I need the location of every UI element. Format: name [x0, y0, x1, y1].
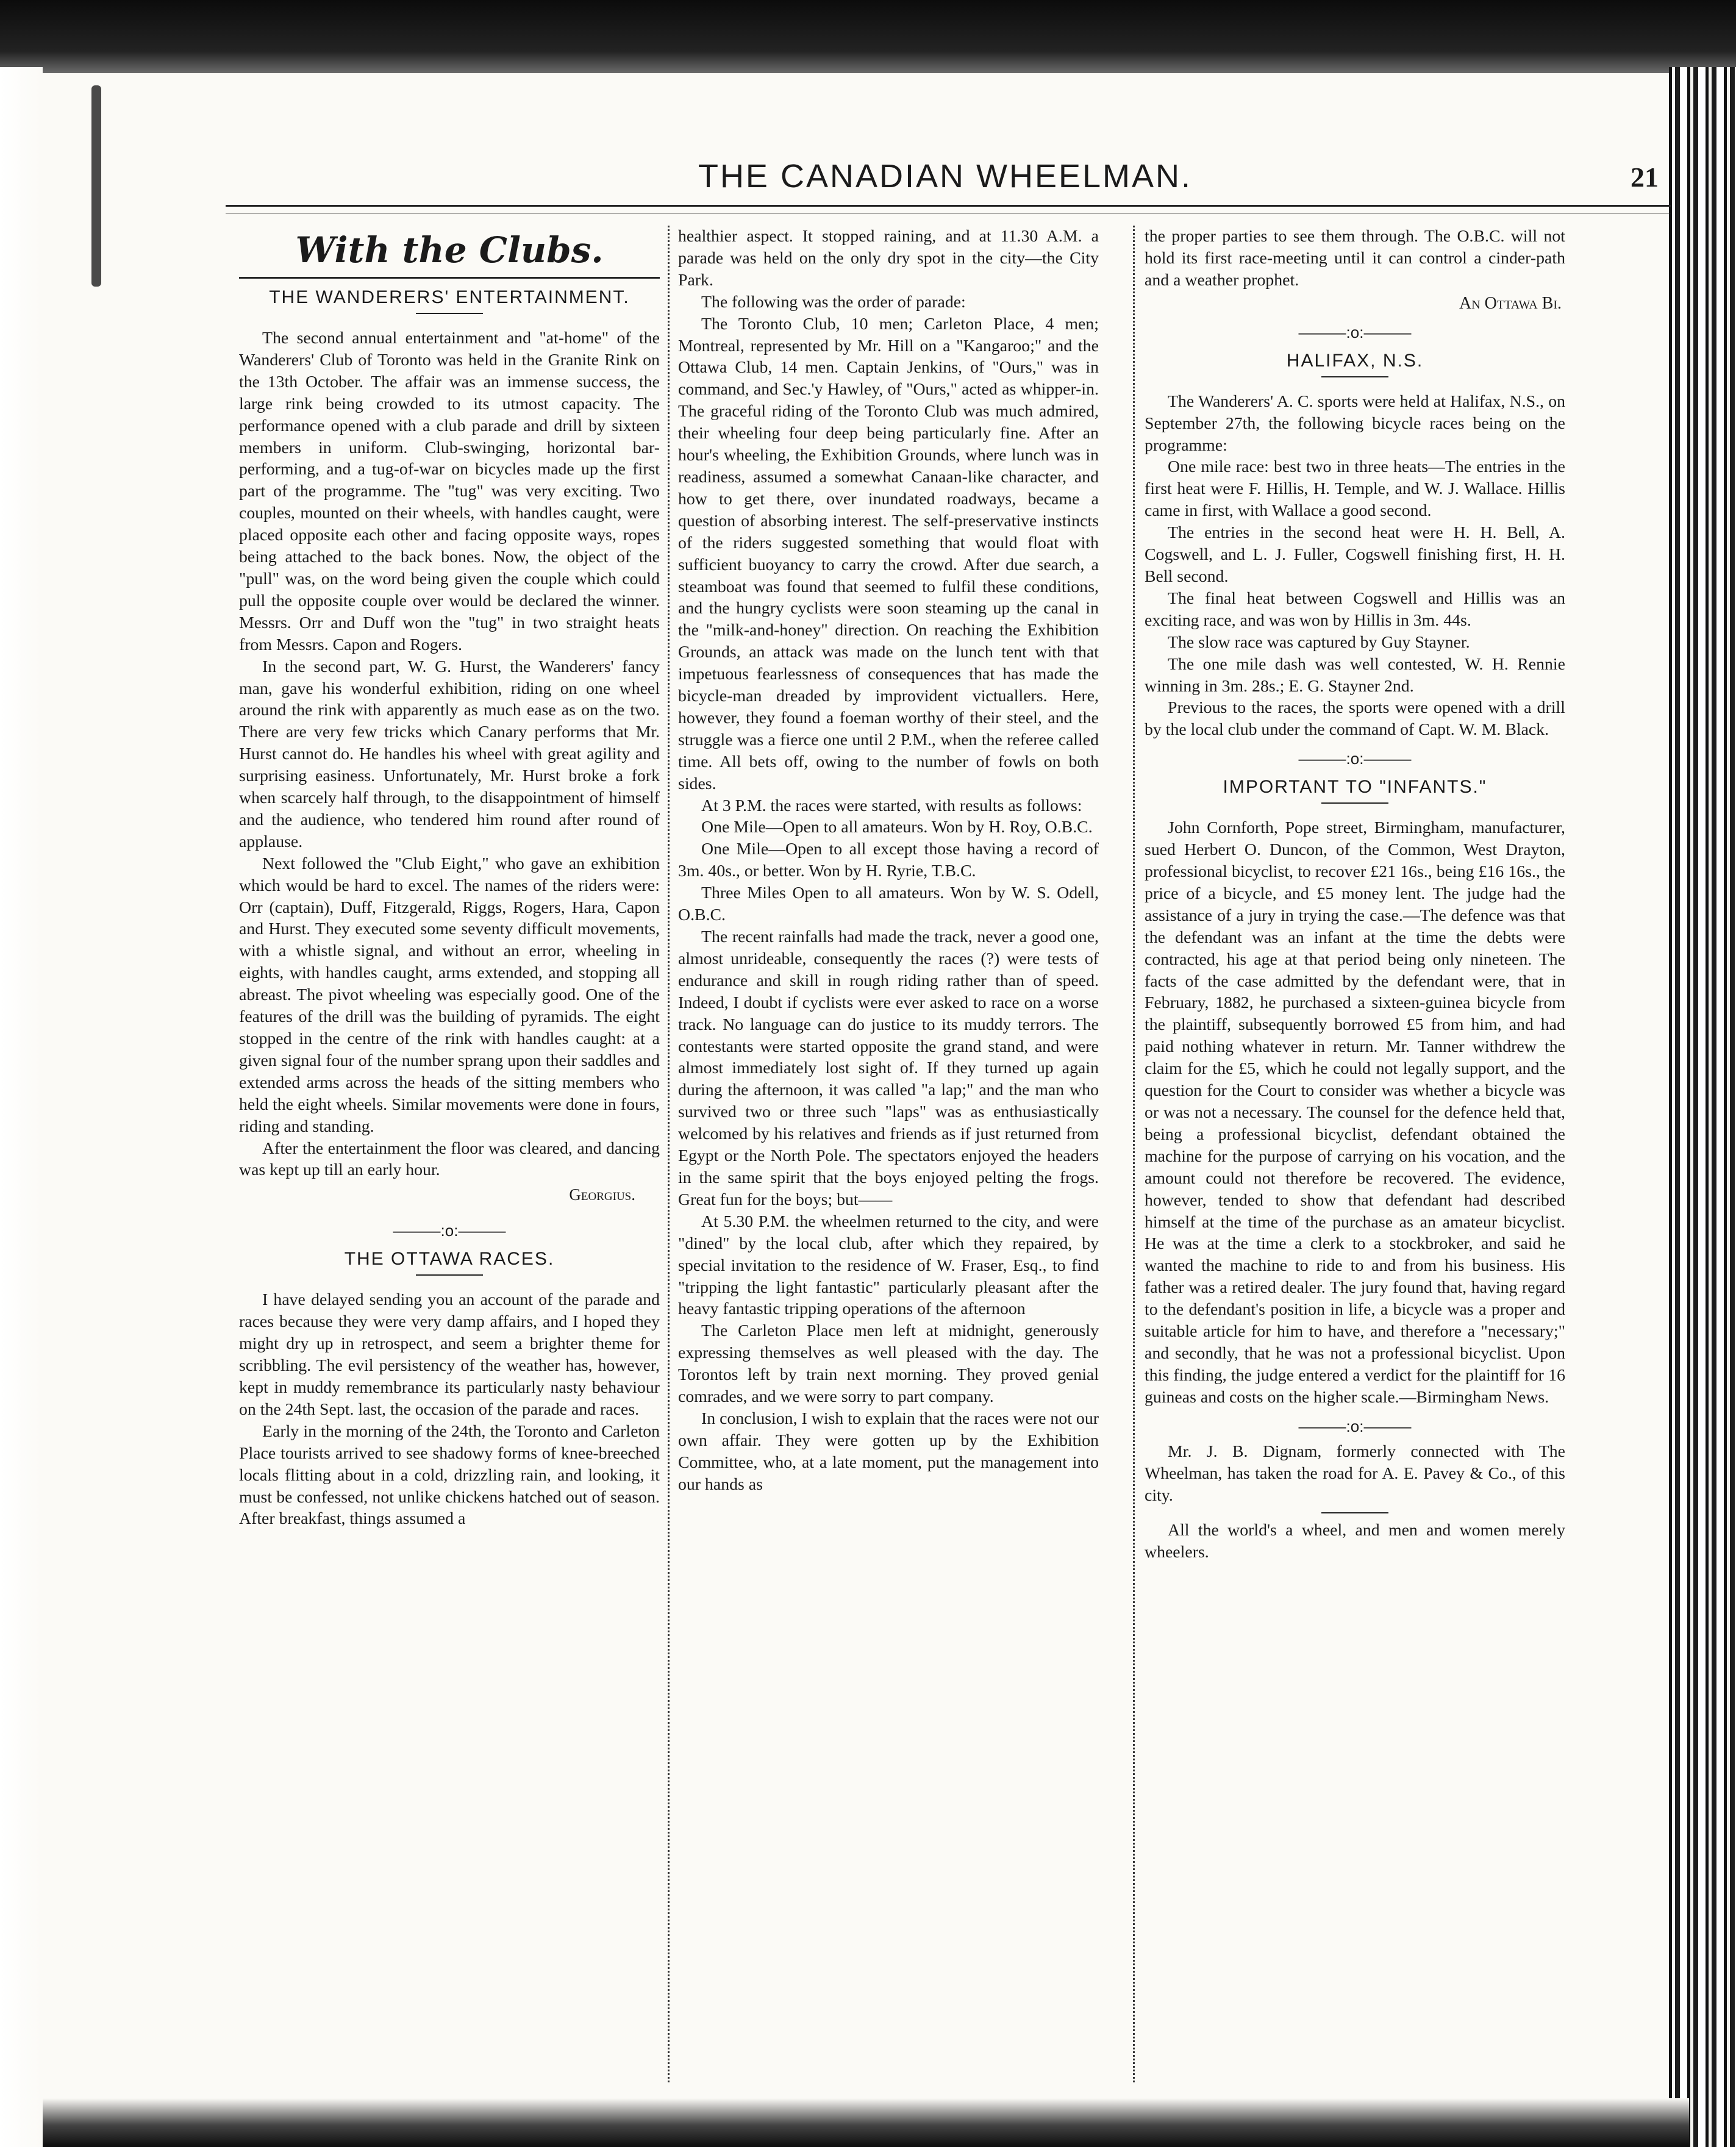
paragraph: One mile race: best two in three heats—The entries in the first heat were F. Hillis, H. Temple, and W. J. Wallace. Hillis came in first, with Wallace a good second. — [1145, 457, 1565, 521]
paragraph: the proper parties to see them through. The O.B.C. will not hold its first race-meeting until it can control a cinder-path and a weather prophet. — [1145, 227, 1565, 290]
section-ornament: ———:o:——— — [1298, 749, 1412, 768]
scan-bottom-border — [43, 2098, 1689, 2147]
column-left — [239, 226, 660, 1530]
page-title: THE CANADIAN WHEELMAN. — [698, 158, 1193, 195]
paragraph: At 3 P.M. the races were started, with results as follows: — [701, 796, 1082, 815]
paragraph: The second annual entertainment and "at-home" of the Wanderers' Club of Toronto was held in the Granite Rink on the 13th October. The affair was an immense success, the large rink being crowded to its utmost capacity. The performance opened with a club parade and drill by sixteen members in uniform. Club-swinging, horizontal bar-performing, and a tug-of-war on bicycles made up the first part of the programme. The "tug" was very exciting. Two couples, mounted on their wheels, with handles caught, were placed opposite each other and facing opposite ways, ropes being attached to the back bones. Now, the object of the "pull" was, on the word being given the couple which could pull the opposite couple over would be declared the winner. Messrs. Orr and Duff won the "tug" in two straight heats from Messrs. Capon and Rogers. — [239, 329, 660, 654]
article-title-infants: IMPORTANT TO "INFANTS." — [1223, 777, 1487, 798]
paragraph: At 5.30 P.M. the wheelmen returned to the city, and were "dined" by the local club, after which they repaired, by special invitation to the residence of W. Fraser, Esq., to find "tripping the light fantastic" particularly pleasant after the heavy fantastic tripping operations of the afternoon — [678, 1212, 1099, 1319]
article-title-halifax: HALIFAX, N.S. — [1286, 350, 1424, 371]
running-head — [226, 157, 1659, 206]
race-result: One Mile—Open to all except those having a record of 3m. 40s., or better. Won by H. Ryrie, T.B.C. — [678, 840, 1099, 881]
column-divider — [1133, 226, 1135, 2082]
paragraph: The Wanderers' A. C. sports were held at Halifax, N.S., on September 27th, the following bicycle races being on the programme: — [1145, 391, 1565, 455]
article-title-wanderers: THE WANDERERS' ENTERTAINMENT. — [269, 287, 630, 307]
article-title-ottawa-races: THE OTTAWA RACES. — [344, 1249, 555, 1270]
paragraph: The recent rainfalls had made the track, never a good one, almost unrideable, consequently the races (?) were tests of endurance and skill in rough riding rather than of speed. Indeed, I doubt if cyclists were ever asked to race on a worse track. No language can do justice to its muddy terrors. The contestants were started opposite the grand stand, and were almost immediately lost sight of. If they turned up again during the afternoon, it was called "a lap;" and the man who survived two or three such "laps" was as enthusiastically welcomed by his relatives and friends as if just returned from Egypt or the North Pole. The spectators enjoyed the headers in the same spirit that the boys enjoyed pelting the frogs. Great fun for the boys; but—— — [678, 927, 1099, 1209]
race-result: One Mile—Open to all amateurs. Won by H. Roy, O.B.C. — [701, 818, 1093, 837]
paragraph: In the second part, W. G. Hurst, the Wanderers' fancy man, gave his wonderful exhibition, riding on one wheel around the rink with apparently as much ease as on the two. There are very few tricks which Canary performs that Mr. Hurst cannot do. He handles his wheel with great agility and surprising easiness. Unfortunately, Mr. Hurst broke a fork when scarcely half through, to the disappointment of himself and the audience, who tendered him round after round of applause. — [239, 657, 660, 851]
paragraph: healthier aspect. It stopped raining, and at 11.30 A.M. a parade was held on the only dry spot in the city—the City Park. — [678, 227, 1099, 290]
short-rule — [1321, 1512, 1388, 1513]
page-number: 21 — [1631, 162, 1659, 193]
column-middle — [678, 226, 1099, 1496]
short-rule — [416, 313, 483, 314]
heading-rule — [239, 277, 660, 279]
short-rule — [1321, 376, 1388, 377]
scan-right-border — [1669, 67, 1736, 2147]
column-right — [1145, 226, 1565, 1563]
paragraph: After the entertainment the floor was cleared, and dancing was kept up till an early hour. — [239, 1138, 660, 1180]
column-divider — [668, 226, 670, 2082]
paragraph: Early in the morning of the 24th, the Toronto and Carleton Place tourists arrived to see shadowy forms of knee-breeched locals flitting about in a cold, drizzling rain, and looking, it must be confessed, not unlike chickens hatched out of season. After breakfast, things assumed a — [239, 1421, 660, 1529]
signature-ottawa-bi: An Ottawa Bi. — [1459, 293, 1562, 313]
paragraph: I have delayed sending you an account of the parade and races because they were very damp affairs, and I hoped they might dry up in retrospect, and seem a brighter theme for scribbling. The evil persistency of the weather has, however, kept in muddy remembrance its particularly nasty behaviour on the 24th Sept. last, the occasion of the parade and races. — [239, 1290, 660, 1419]
paragraph: Mr. J. B. Dignam, formerly connected with The Wheelman, has taken the road for A. E. Pavey & Co., of this city. — [1145, 1441, 1565, 1505]
paragraph: John Cornforth, Pope street, Birmingham, manufacturer, sued Herbert O. Duncon, of the Common, West Drayton, professional bicyclist, to recover £21 16s., being £16 16s., the price of a bicycle, and £5 money lent. The judge had the assistance of a jury in trying the case.—The defence was that the defendant was an infant at the time the debts were contracted, his age at that period being only nineteen. The facts of the case admitted by the defendant were, that in February, 1882, he purchased a sixteen-guinea bicycle from the plaintiff, subsequently borrowed £5 from him, and had paid nothing whatever in return. Mr. Tanner withdrew the claim for the £5, which he could not legally support, and the question for the Court to consider was whether a bicycle was or was not a necessary. The counsel for the defence held that, being a professional bicyclist, defendant obtained the machine for the purpose of carrying on his vocation, and the amount could not therefore be recovered. The evidence, however, tended to show that defendant had described himself at the time of the purchase as an amateur bicyclist. He was at the time a clerk to a stockbroker, and said he wanted the machine to ride to and from his business. His father was a retired dealer. The jury found that, having regard to the defendant's position in life, a bicycle was a proper and suitable article for him to have, and therefore a "necessary;" and secondly, that he was not a professional bicyclist. Upon this finding, the judge entered a verdict for the plaintiff for 16 guineas and costs on the higher scale.—Birmingham News. — [1145, 818, 1565, 1407]
paragraph: All the world's a wheel, and men and women merely wheelers. — [1145, 1521, 1565, 1562]
department-heading: With the Clubs. — [295, 229, 604, 271]
scan-left-mark — [91, 85, 101, 287]
paragraph: Previous to the races, the sports were opened with a drill by the local club under the command of Capt. W. M. Black. — [1145, 698, 1565, 740]
paragraph: In conclusion, I wish to explain that the races were not our own affair. They were gotten up by the Exhibition Committee, who, at a late moment, put the management into our hands as — [678, 1409, 1099, 1494]
header-double-rule — [226, 205, 1671, 213]
scan-left-margin — [0, 67, 43, 2147]
paragraph: The following was the order of parade: — [701, 292, 966, 312]
signature-georgius: Georgius. — [569, 1185, 635, 1204]
paragraph: The Toronto Club, 10 men; Carleton Place, 4 men; Montreal, represented by Mr. Hill on a "Kangaroo;" and the Ottawa Club, 14 men. Captain Jenkins, of "Ours," was in command, and Sec.'y Hawley, of "Ours," acted as whipper-in. The graceful riding of the Toronto Club was much admired, their wheeling four deep being particularly fine. After an hour's wheeling, the Exhibition Grounds, where lunch was in readiness, assumed a somewhat Canaan-like character, and how to get there, over inundated roadways, became a question of absorbing interest. The self-preservative instincts of the riders suggested something that would float with sufficient buoyancy to carry the crowd. After due search, a steamboat was found that seemed to fulfil these conditions, and the hungry cyclists were soon steaming up the canal in the "milk-and-honey" direction. On reaching the Exhibition Grounds, an attack was made on the lunch tent with that impetuous fearlessness of consequences that has made the bicycle-man dreaded by improvident victuallers. Here, however, they found a foeman worthy of their steel, and the struggle was a fierce one until 2 P.M., when the referee called time. All bets off, owing to the number of fowls on both sides. — [678, 314, 1099, 793]
paragraph: The one mile dash was well contested, W. H. Rennie winning in 3m. 28s.; E. G. Stayner 2nd. — [1145, 654, 1565, 696]
short-rule — [416, 1274, 483, 1276]
section-ornament: ———:o:——— — [393, 1221, 506, 1240]
section-ornament: ———:o:——— — [1298, 1416, 1412, 1435]
paragraph: The final heat between Cogswell and Hillis was an exciting race, and was won by Hillis in 3m. 44s. — [1145, 588, 1565, 630]
scan-top-border — [0, 0, 1736, 73]
paragraph: The entries in the second heat were H. H. Bell, A. Cogswell, and L. J. Fuller, Cogswell finishing first, H. H. Bell second. — [1145, 523, 1565, 586]
section-ornament: ———:o:——— — [1298, 323, 1412, 341]
paragraph: The slow race was captured by Guy Stayner. — [1168, 632, 1470, 652]
paragraph: The Carleton Place men left at midnight, generously expressing themselves as well pleased with the day. The Torontos left by train next morning. They proved genial comrades, and we were sorry to part company. — [678, 1321, 1099, 1407]
paragraph: Next followed the "Club Eight," who gave an exhibition which would be hard to excel. The names of the riders were: Orr (captain), Duff, Fitzgerald, Riggs, Rogers, Hara, Capon and Hurst. They executed some seventy difficult movements, with a whistle signal, and without an error, wheeling in eights, with handles caught, arms extended, and stopping all abreast. The pivot wheeling was especially good. One of the features of the drill was the building of pyramids. The eight stopped in the centre of the rink with handles caught: at a given signal four of the number sprang upon their saddles and extended arms across the heads of the sitting members who held the eight wheels. Similar movements were done in fours, riding and standing. — [239, 854, 660, 1136]
short-rule — [1321, 802, 1388, 804]
race-result: Three Miles Open to all amateurs. Won by W. S. Odell, O.B.C. — [678, 884, 1099, 925]
